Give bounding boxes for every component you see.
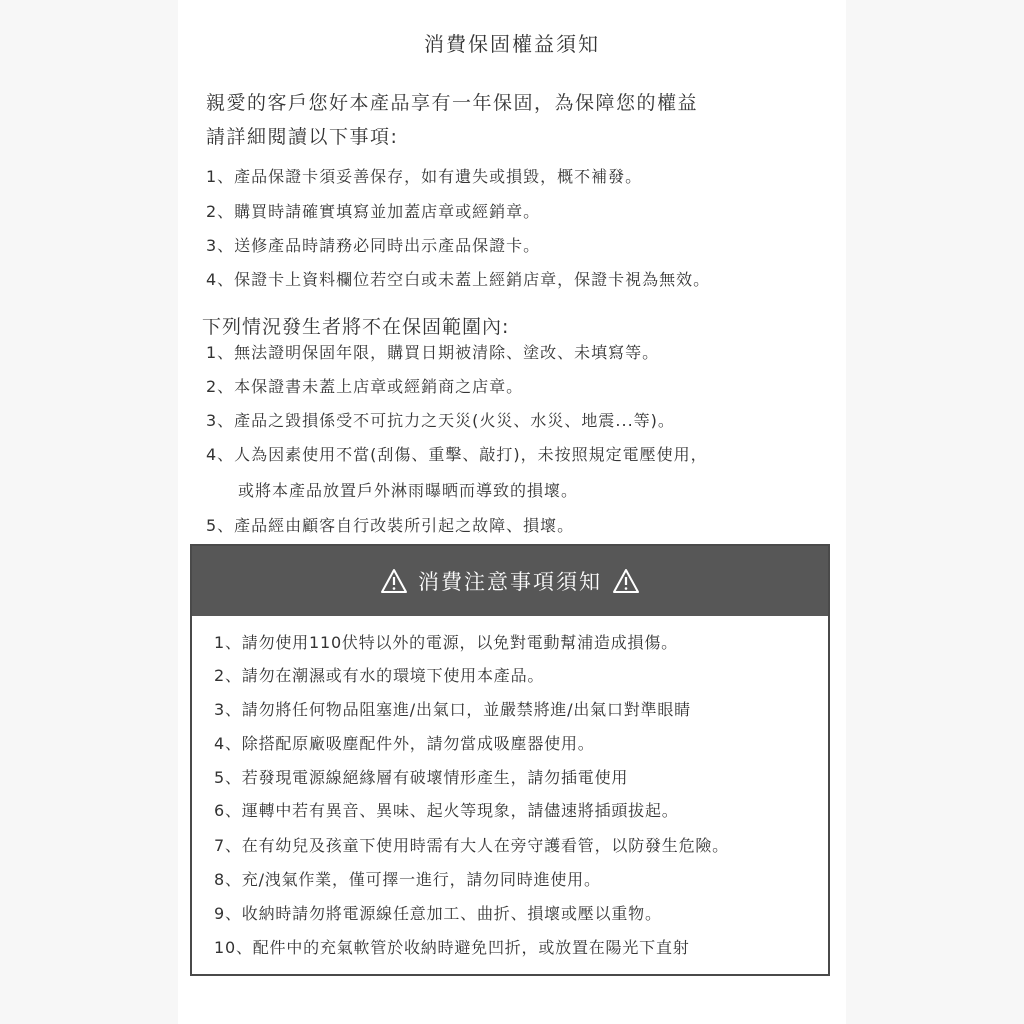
exclusion-item: 4、人為因素使用不當(刮傷、重擊、敲打)，未按照規定電壓使用，: [206, 445, 708, 464]
warning-triangle-icon: [380, 568, 408, 594]
exclusions-title: 下列情況發生者將不在保固範圍內:: [202, 316, 510, 338]
intro-line-2: 請詳細閱讀以下事項:: [206, 126, 399, 148]
page-title: 消費保固權益須知: [424, 32, 600, 56]
notice-item: 10、配件中的充氣軟管於收納時避免凹折，或放置在陽光下直射: [214, 938, 690, 957]
right-margin: [846, 0, 1024, 1024]
intro-line-1: 親愛的客戶您好本產品享有一年保固，為保障您的權益: [206, 92, 699, 114]
notice-item: 1、請勿使用110伏特以外的電源，以免對電動幫浦造成損傷。: [214, 633, 678, 652]
notice-item: 5、若發現電源線絕緣層有破壞情形產生，請勿插電使用: [214, 768, 629, 787]
exclusion-item: 1、無法證明保固年限，購買日期被清除、塗改、未填寫等。: [206, 343, 660, 362]
notice-item: 3、請勿將任何物品阻塞進/出氣口，並嚴禁將進/出氣口對準眼睛: [214, 700, 691, 719]
warranty-item: 2、購買時請確實填寫並加蓋店章或經銷章。: [206, 202, 541, 221]
warranty-item: 4、保證卡上資料欄位若空白或未蓋上經銷店章，保證卡視為無效。: [206, 270, 711, 289]
exclusion-item-continuation: 或將本產品放置戶外淋雨曝晒而導致的損壞。: [238, 481, 579, 500]
notice-item: 7、在有幼兒及孩童下使用時需有大人在旁守護看管，以防發生危險。: [214, 836, 729, 855]
notice-title: 消費注意事項須知: [418, 570, 602, 594]
notice-item: 8、充/洩氣作業，僅可擇一進行，請勿同時進使用。: [214, 870, 601, 889]
notice-item: 6、運轉中若有異音、異味、起火等現象，請儘速將插頭拔起。: [214, 801, 679, 820]
notice-item: 4、除搭配原廠吸塵配件外，請勿當成吸塵器使用。: [214, 734, 595, 753]
notice-header: [192, 546, 828, 616]
notice-item: 9、收納時請勿將電源線任意加工、曲折、損壞或壓以重物。: [214, 904, 662, 923]
left-margin: [0, 0, 178, 1024]
exclusion-item: 2、本保證書未蓋上店章或經銷商之店章。: [206, 377, 524, 396]
notice-box: [190, 544, 830, 976]
warning-triangle-icon: [612, 568, 640, 594]
exclusion-item: 3、產品之毀損係受不可抗力之天災(火災、水災、地震...等)。: [206, 411, 675, 430]
warranty-item: 1、產品保證卡須妥善保存，如有遺失或損毀，概不補發。: [206, 167, 643, 186]
exclusion-item: 5、產品經由顧客自行改裝所引起之故障、損壞。: [206, 516, 575, 535]
warranty-item: 3、送修產品時請務必同時出示產品保證卡。: [206, 236, 541, 255]
notice-item: 2、請勿在潮濕或有水的環境下使用本產品。: [214, 666, 545, 685]
